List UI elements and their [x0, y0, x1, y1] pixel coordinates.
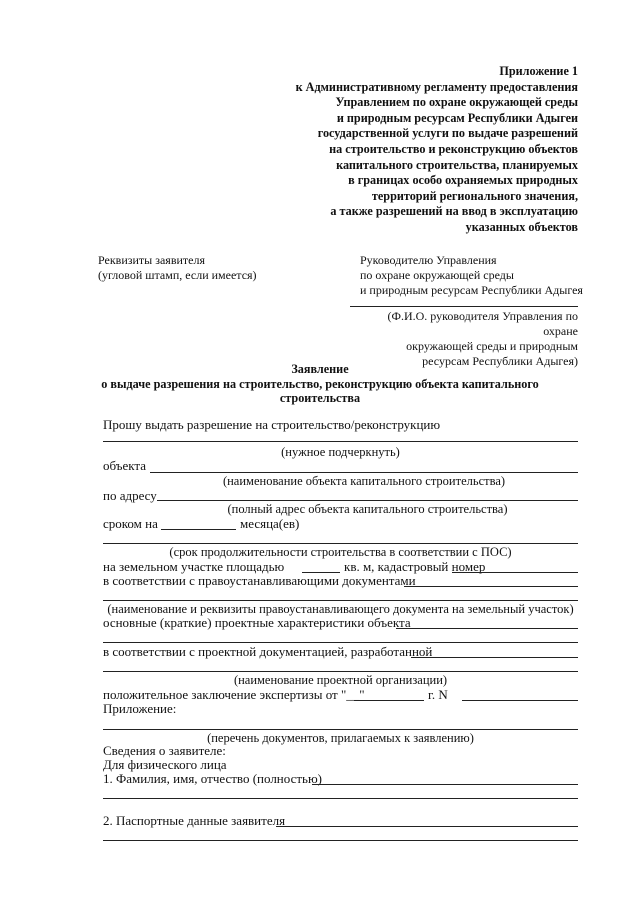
- plot-units-label: кв. м, кадастровый номер: [344, 559, 486, 574]
- addressee-line: и природным ресурсам Республики Адыгея: [360, 283, 583, 297]
- caption-line: (Ф.И.О. руководителя Управления по охране: [387, 309, 578, 338]
- full-address-caption: (полный адрес объекта капитального строительства): [227, 502, 508, 516]
- object-field[interactable]: [150, 472, 578, 473]
- appendix-line: в границах особо охраняемых природных: [348, 173, 578, 188]
- applicant-info-label: Сведения о заявителе:: [103, 743, 226, 758]
- applicant-requisites: [98, 253, 257, 283]
- appendix-line: указанных объектов: [465, 219, 578, 234]
- appendix-line: а также разрешений на ввод в эксплуатацию: [330, 204, 578, 219]
- request-field[interactable]: [103, 441, 578, 442]
- requisites-note: (угловой штамп, если имеется): [98, 268, 257, 282]
- appendix-line: Управлением по охране окружающей среды: [335, 95, 578, 110]
- object-name-caption: (наименование объекта капитального строительства): [222, 474, 506, 488]
- passport-label: 2. Паспортные данные заявителя: [103, 813, 286, 828]
- caption-line: ресурсам Республики Адыгея): [422, 354, 578, 368]
- attachment-caption: (перечень документов, прилагаемых к заявлению): [207, 731, 474, 745]
- addressee-line: Руководителю Управления: [360, 253, 497, 267]
- appendix-line: государственной услуги по выдаче разрешений: [317, 126, 578, 141]
- title-line: Заявление: [291, 362, 349, 376]
- title-line: строительства: [279, 391, 361, 405]
- appendix-line: территорий регионального значения,: [371, 188, 578, 203]
- address-label: по адресу: [103, 488, 157, 503]
- term-detail-field[interactable]: [103, 543, 578, 544]
- project-org-caption: (наименование проектной организации): [233, 673, 448, 687]
- addressee-block: [360, 253, 583, 298]
- appendix-line: и природным ресурсам Республики Адыгеи: [336, 110, 578, 125]
- object-label: объекта: [103, 458, 147, 473]
- passport-field-2[interactable]: [103, 840, 578, 841]
- expertise-year-label: г. N: [428, 687, 448, 702]
- appendix-line: к Административному регламенту предоставления: [295, 79, 578, 94]
- term-field[interactable]: [161, 529, 236, 530]
- title-docs-field-2[interactable]: [103, 600, 578, 601]
- title-line: о выдаче разрешения на строительство, реконструкцию объекта капитального: [101, 376, 539, 391]
- head-name-caption: [350, 309, 578, 369]
- project-docs-label: в соответствии с проектной документацией, разработанной: [103, 644, 433, 659]
- expertise-month-field[interactable]: [354, 700, 424, 701]
- individual-label: Для физического лица: [103, 757, 227, 772]
- expertise-label: положительное заключение экспертизы от "__": [103, 687, 365, 702]
- cadastral-number-field[interactable]: [452, 572, 578, 573]
- title-docs-caption: (наименование и реквизиты правоустанавливающего документа на земельный участок): [107, 602, 574, 616]
- appendix-line: на строительство и реконструкцию объектов: [329, 141, 578, 156]
- characteristics-label: основные (краткие) проектные характеристики объекта: [103, 615, 411, 630]
- characteristics-field-2[interactable]: [103, 642, 578, 643]
- project-org-field[interactable]: [411, 657, 578, 658]
- full-name-label: 1. Фамилия, имя, отчество (полностью): [103, 771, 323, 786]
- characteristics-field[interactable]: [396, 628, 578, 629]
- document-title: [80, 362, 560, 406]
- passport-field[interactable]: [276, 826, 578, 827]
- attachment-field[interactable]: [103, 729, 578, 730]
- attachment-label: Приложение:: [103, 701, 177, 716]
- caption-line: окружающей среды и природным: [406, 339, 578, 353]
- request-text: Прошу выдать разрешение на строительство/реконструкцию: [103, 417, 441, 432]
- term-caption: (срок продолжительности строительства в соответствии с ПОС): [169, 545, 512, 559]
- full-name-field[interactable]: [312, 784, 578, 785]
- appendix-line: капитального строительства, планируемых: [336, 157, 578, 172]
- title-docs-field[interactable]: [404, 586, 578, 587]
- expertise-number-field[interactable]: [462, 700, 578, 701]
- project-org-field-2[interactable]: [103, 671, 578, 672]
- appendix-line: Приложение 1: [499, 64, 578, 78]
- addressee-line: по охране окружающей среды: [360, 268, 514, 282]
- requisites-label: Реквизиты заявителя: [98, 253, 205, 267]
- head-name-field[interactable]: [350, 306, 578, 307]
- title-docs-label: в соответствии с правоустанавливающими документами: [103, 573, 416, 588]
- appendix-header: [296, 64, 578, 236]
- address-field[interactable]: [157, 500, 578, 501]
- plot-label: на земельном участке площадью: [103, 559, 285, 574]
- full-name-field-2[interactable]: [103, 798, 578, 799]
- term-units: месяца(ев): [240, 516, 300, 531]
- term-label: сроком на: [103, 516, 158, 531]
- strike-caption: (нужное подчеркнуть): [281, 445, 400, 459]
